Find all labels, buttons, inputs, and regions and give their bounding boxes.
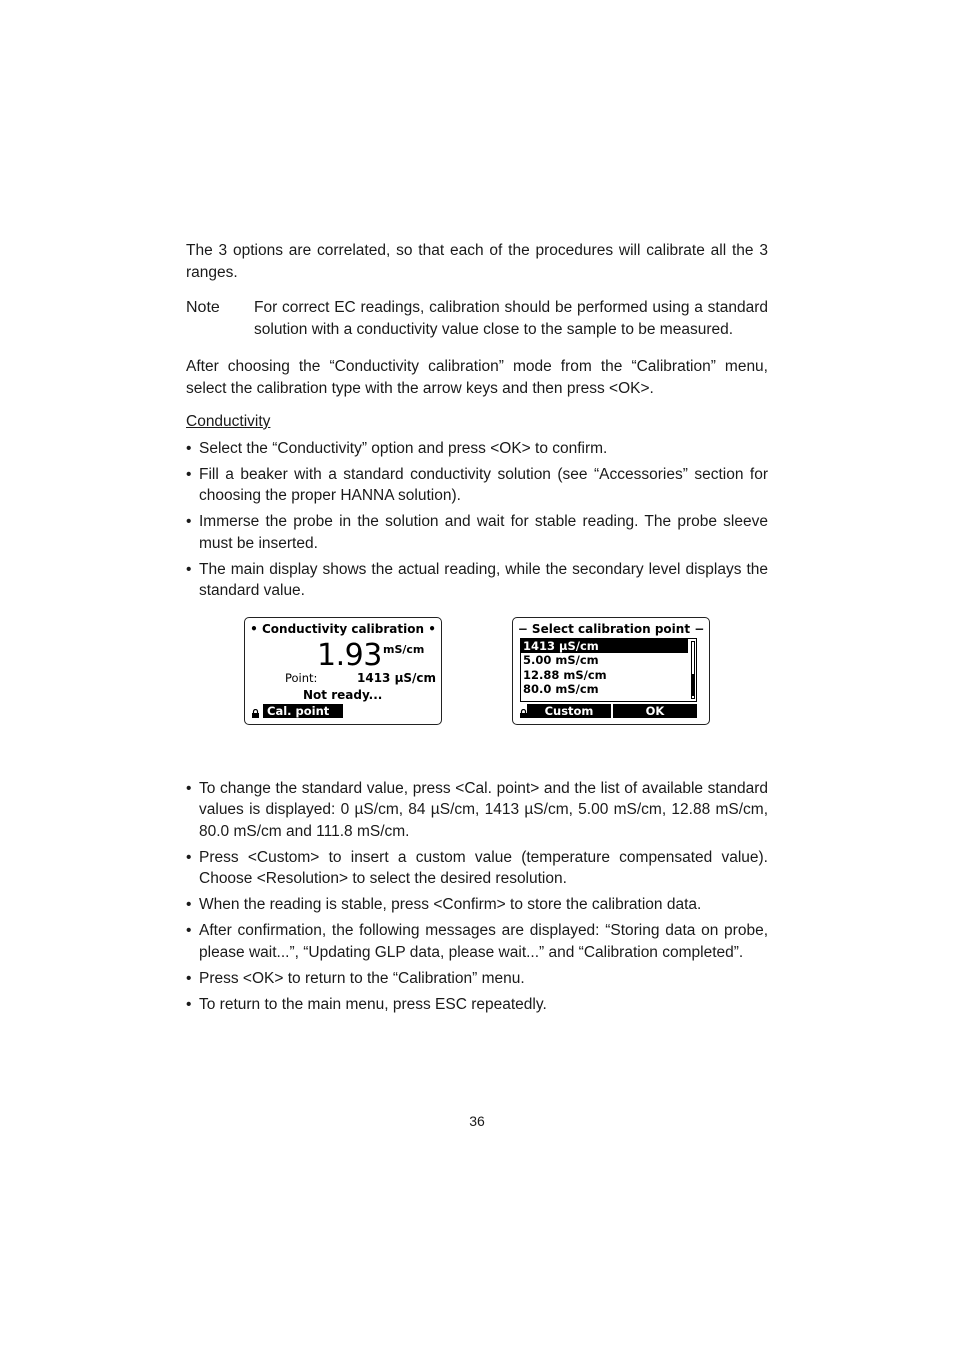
scroll-thumb[interactable] bbox=[692, 674, 694, 696]
list-item-selected[interactable]: 1413 µS/cm bbox=[521, 639, 688, 654]
bullet-list-top bbox=[186, 438, 768, 602]
list-item: • Press <OK> to return to the “Calibration” menu. bbox=[186, 968, 768, 990]
lcd-status: Not ready... bbox=[303, 687, 383, 702]
list-item: • To return to the main menu, press ESC repeatedly. bbox=[186, 994, 768, 1016]
section-title-conductivity: Conductivity bbox=[186, 413, 271, 430]
manual-page-content bbox=[186, 240, 768, 1020]
list-item[interactable]: 12.88 mS/cm bbox=[523, 667, 607, 682]
lcd-point-label: Point: bbox=[285, 670, 318, 685]
list-item[interactable]: 5.00 mS/cm bbox=[523, 653, 599, 667]
after-choosing-paragraph: After choosing the “Conductivity calibration” mode from the “Calibration” menu, select the calibration type with the arrow keys and then press <OK>. bbox=[186, 358, 768, 397]
page-number: 36 bbox=[469, 1113, 485, 1129]
intro-paragraph: The 3 options are correlated, so that each of the procedures will calibrate all the 3 ranges. bbox=[186, 242, 768, 281]
lcd-select-calibration-point bbox=[512, 617, 710, 725]
list-item: • The main display shows the actual reading, while the secondary level displays the standard value. bbox=[186, 559, 768, 602]
list-item: • Immerse the probe in the solution and wait for stable reading. The probe sleeve must be inserted. bbox=[186, 511, 768, 554]
list-item: • Fill a beaker with a standard conductivity solution (see “Accessories” section for choosing the proper HANNA solution). bbox=[186, 464, 768, 507]
lcd-point-value: 1413 µS/cm bbox=[357, 670, 437, 685]
scrollbar[interactable] bbox=[691, 641, 695, 699]
list-item: • When the reading is stable, press <Confirm> to store the calibration data. bbox=[186, 894, 768, 916]
lcd-reading: 1.93 bbox=[317, 637, 382, 673]
list-item: • Press <Custom> to insert a custom value (temperature compensated value). Choose <Resolution> to select the desired resolution. bbox=[186, 847, 768, 890]
note-label: Note bbox=[186, 299, 220, 316]
lcd-reading-unit: mS/cm bbox=[383, 642, 425, 656]
lock-icon bbox=[520, 709, 527, 718]
custom-softkey[interactable]: Custom bbox=[527, 704, 611, 718]
lcd-conductivity-calibration bbox=[244, 617, 442, 725]
list-item: • To change the standard value, press <Cal. point> and the list of available standard values is displayed: 0 µS/cm, 84 µS/cm, 1413 µS/cm, 5.00 mS/cm, 12.88 mS/cm, 80.0 mS/cm and 111.8 mS/cm. bbox=[186, 778, 768, 843]
lcd-title: − Select calibration point − bbox=[517, 621, 705, 636]
list-item: • Select the “Conductivity” option and press <OK> to confirm. bbox=[186, 438, 768, 460]
note-text: For correct EC readings, calibration should be performed using a standard solution with a conductivity value close to the sample to be measured. bbox=[254, 299, 768, 338]
lock-icon bbox=[252, 709, 259, 718]
list-item: • After confirmation, the following messages are displayed: “Storing data on probe, please wait...”, “Updating GLP data, please wait...” and “Calibration completed”. bbox=[186, 920, 768, 963]
note-block bbox=[186, 297, 768, 340]
cal-point-softkey[interactable]: Cal. point bbox=[263, 704, 343, 718]
bullet-list-bottom bbox=[186, 778, 768, 1016]
calibration-point-list bbox=[520, 638, 697, 702]
ok-softkey[interactable]: OK bbox=[613, 704, 697, 718]
lcd-screens-figure bbox=[186, 617, 768, 762]
lcd-title: • Conductivity calibration • bbox=[250, 621, 436, 636]
list-item[interactable]: 80.0 mS/cm bbox=[523, 682, 599, 696]
